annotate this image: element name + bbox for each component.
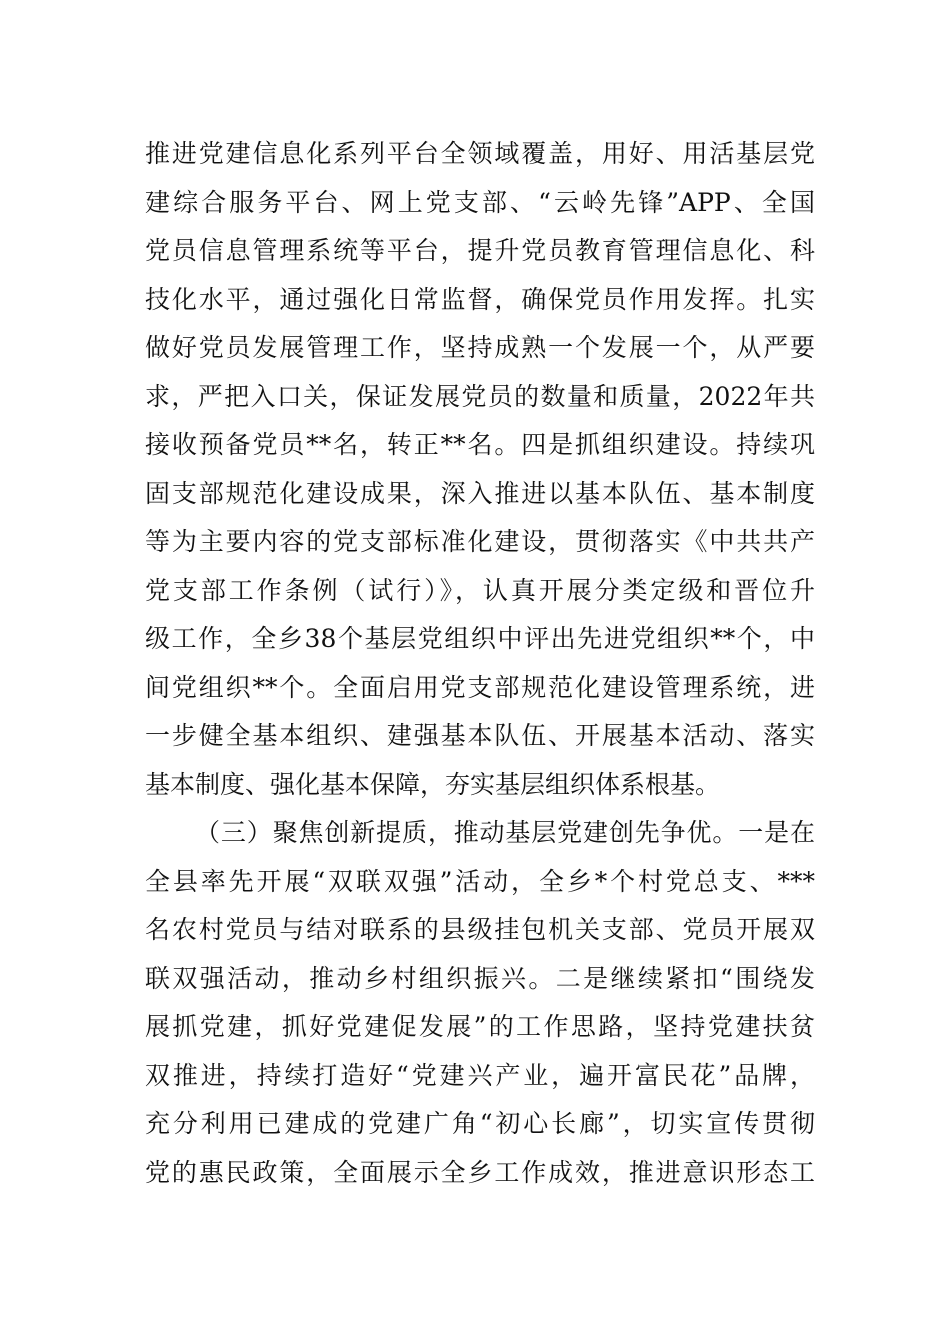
- text-line: 建综合服务平台、网上党支部、“云岭先锋”APP、全国: [145, 187, 815, 217]
- text-line: 接收预备党员**名，转正**名。四是抓组织建设。持续巩: [145, 430, 815, 459]
- text-line: 等为主要内容的党支部标准化建设，贯彻落实《中共共产: [145, 527, 815, 556]
- body-text: [145, 130, 815, 1197]
- paragraph-end-line: 基本制度、强化基本保障，夯实基层组织体系根基。: [145, 769, 721, 799]
- text-line: 做好党员发展管理工作，坚持成熟一个发展一个，从严要: [145, 333, 815, 362]
- text-line: 双推进，持续打造好“党建兴产业，遍开富民花”品牌，: [145, 1060, 815, 1090]
- text-line: 推进党建信息化系列平台全领域覆盖，用好、用活基层党: [145, 139, 815, 168]
- text-line: 名农村党员与结对联系的县级挂包机关支部、党员开展双: [145, 915, 815, 944]
- section-heading-line: （三）聚焦创新提质，推动基层党建创先争优。一是在: [195, 818, 815, 847]
- text-line: 间党组织**个。全面启用党支部规范化建设管理系统，进: [145, 672, 815, 702]
- text-line: 党员信息管理系统等平台，提升党员教育管理信息化、科: [145, 236, 815, 265]
- text-line: 展抓党建，抓好党建促发展”的工作思路，坚持党建扶贫: [145, 1012, 815, 1041]
- text-line: 一步健全基本组织、建强基本队伍、开展基本活动、落实: [145, 721, 815, 750]
- text-line: 固支部规范化建设成果，深入推进以基本队伍、基本制度: [145, 478, 815, 508]
- text-line: 全县率先开展“双联双强”活动，全乡*个村党总支、***: [145, 866, 815, 896]
- text-line: 级工作，全乡38个基层党组织中评出先进党组织**个，中: [145, 624, 815, 653]
- text-line: 技化水平，通过强化日常监督，确保党员作用发挥。扎实: [145, 284, 815, 314]
- text-line: 求，严把入口关，保证发展党员的数量和质量，2022年共: [145, 381, 815, 411]
- text-line: 党支部工作条例（试行）》，认真开展分类定级和晋位升: [145, 575, 815, 605]
- text-line: 联双强活动，推动乡村组织振兴。二是继续紧扣“围绕发: [145, 963, 815, 993]
- text-line: 党的惠民政策，全面展示全乡工作成效，推进意识形态工: [145, 1157, 815, 1187]
- text-line: 充分利用已建成的党建广角“初心长廊”，切实宣传贯彻: [145, 1109, 815, 1138]
